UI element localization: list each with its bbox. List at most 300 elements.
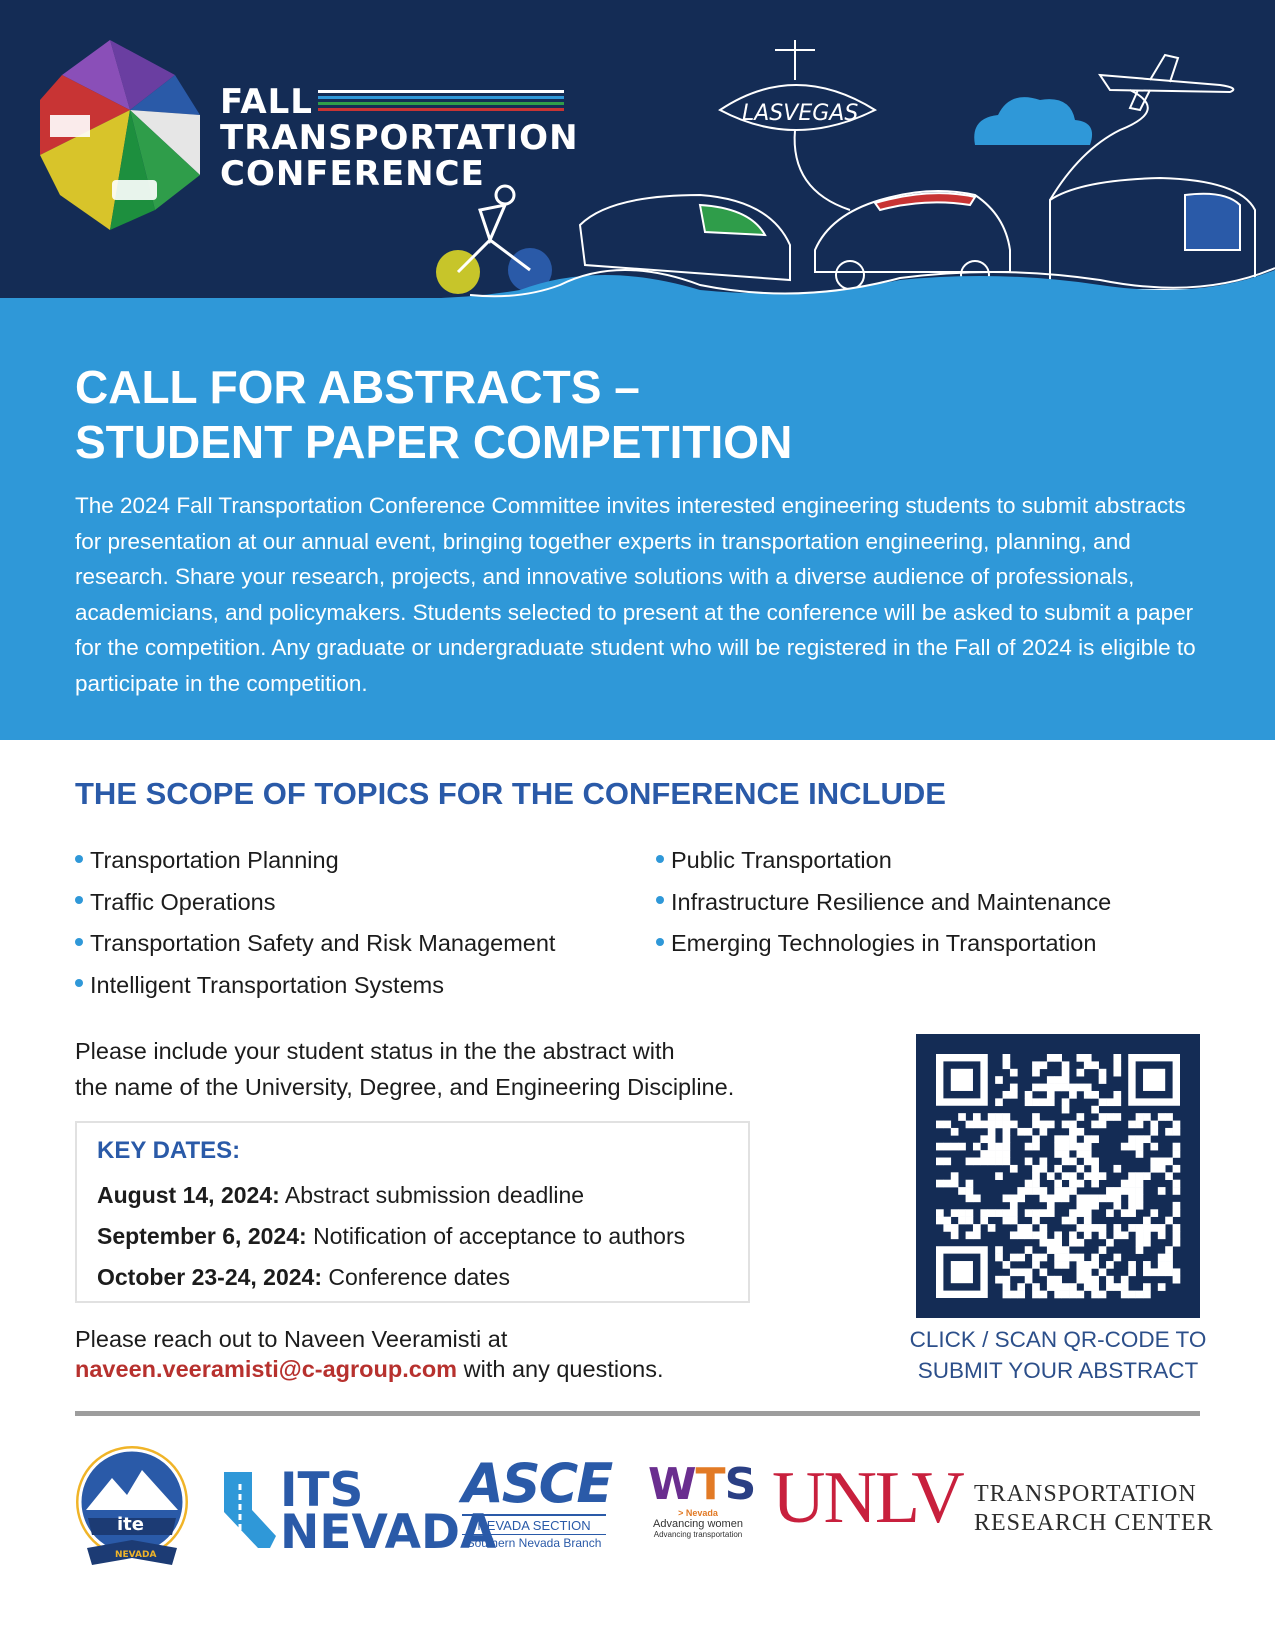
qr-module [1062,1076,1070,1084]
bullet-icon [75,896,83,904]
qr-module [995,1276,1003,1284]
qr-module [1136,1143,1144,1151]
qr-module [1136,1113,1144,1121]
qr-module [1091,1291,1099,1299]
bullet-icon [75,979,83,987]
qr-module [1010,1121,1018,1129]
qr-module [1003,1113,1011,1121]
qr-module [1003,1091,1011,1099]
asce-logo [462,1452,612,1551]
qr-module [1003,1276,1011,1284]
qr-module [973,1113,981,1121]
wts-tagline: Advancing transportation [653,1530,743,1539]
qr-module [1062,1143,1070,1151]
bullet-icon [656,896,664,904]
qr-module [1121,1231,1129,1239]
qr-module [1158,1165,1166,1173]
qr-module [943,1158,951,1166]
qr-module [1091,1106,1099,1114]
topic-label: Infrastructure Resilience and Maintenance [671,888,1112,915]
qr-module [1106,1194,1114,1202]
qr-module [1062,1194,1070,1202]
qr-module [1032,1165,1040,1173]
qr-module [1158,1261,1166,1269]
qr-module [1106,1261,1114,1269]
qr-module [1069,1121,1077,1129]
header-illustration [0,0,1275,300]
qr-module [1173,1224,1181,1232]
qr-module [1113,1283,1121,1291]
qr-module [1150,1121,1158,1129]
qr-module [973,1231,981,1239]
qr-module [1113,1069,1121,1077]
qr-module [1084,1194,1092,1202]
topic-label: Traffic Operations [90,888,276,915]
qr-module [1091,1091,1099,1099]
qr-module [1062,1121,1070,1129]
contact-line [75,1354,664,1384]
qr-module [1113,1061,1121,1069]
qr-module [988,1158,996,1166]
qr-module [995,1076,1003,1084]
qr-module [1136,1239,1144,1247]
qr-module [1099,1291,1107,1299]
qr-module [1099,1172,1107,1180]
qr-module [1025,1276,1033,1284]
qr-module [1173,1209,1181,1217]
qr-module [988,1150,996,1158]
qr-module [1032,1187,1040,1195]
qr-module [1017,1187,1025,1195]
qr-module [1076,1261,1084,1269]
qr-module [1165,1254,1173,1262]
qr-module [1084,1224,1092,1232]
qr-module [1069,1158,1077,1166]
qr-module [1128,1143,1136,1151]
qr-module [951,1224,959,1232]
qr-module [1076,1113,1084,1121]
qr-module [1128,1187,1136,1195]
qr-module [1076,1291,1084,1299]
asce-wordmark: ASCE [462,1452,612,1515]
qr-module [1032,1143,1040,1151]
qr-module [1143,1261,1151,1269]
qr-module [958,1143,966,1151]
qr-module [943,1143,951,1151]
qr-module [1047,1194,1055,1202]
contact-tail: with any questions. [463,1356,664,1382]
qr-module [1158,1268,1166,1276]
qr-module [1062,1106,1070,1114]
qr-module [1143,1217,1151,1225]
qr-module [1040,1158,1048,1166]
qr-module [1150,1268,1158,1276]
qr-module [943,1217,951,1225]
qr-module [1091,1254,1099,1262]
qr-module [1062,1283,1070,1291]
qr-module [1069,1283,1077,1291]
qr-module [1010,1194,1018,1202]
qr-module [1128,1180,1136,1188]
qr-module [936,1121,944,1129]
qr-module [1173,1121,1181,1129]
qr-module [966,1187,974,1195]
qr-module [966,1209,974,1217]
qr-module [1069,1254,1077,1262]
qr-module [1069,1187,1077,1195]
qr-module [1040,1254,1048,1262]
qr-module [1040,1128,1048,1136]
qr-module [1017,1283,1025,1291]
qr-module [1076,1224,1084,1232]
key-date: October 23-24, 2024: [97,1264,323,1290]
qr-module [995,1098,1003,1106]
qr-module [1062,1217,1070,1225]
qr-module [1128,1172,1136,1180]
qr-module [1076,1268,1084,1276]
topics-list-left [75,840,555,1006]
qr-module [943,1224,951,1232]
qr-module [1010,1291,1018,1299]
qr-module [1121,1143,1129,1151]
qr-module [995,1143,1003,1151]
transportation-research-center [974,1480,1214,1538]
conference-title [220,84,579,192]
qr-module [988,1224,996,1232]
qr-finder [1143,1069,1165,1091]
qr-module [1165,1113,1173,1121]
key-dates-title: KEY DATES: [97,1137,241,1164]
qr-module [1121,1283,1129,1291]
qr-module [1121,1209,1129,1217]
its-nevada-state-icon [222,1470,278,1550]
qr-module [1128,1224,1136,1232]
qr-module [1076,1209,1084,1217]
qr-module [1047,1054,1055,1062]
qr-module [1099,1194,1107,1202]
call-for-abstracts-title [75,360,792,470]
qr-module [1017,1254,1025,1262]
qr-module [1091,1121,1099,1129]
qr-module [988,1143,996,1151]
qr-module [1010,1254,1018,1262]
qr-module [1084,1231,1092,1239]
qr-module [1032,1217,1040,1225]
qr-module [988,1128,996,1136]
qr-module [1017,1224,1025,1232]
qr-module [951,1231,959,1239]
qr-module [1084,1084,1092,1092]
qr-module [951,1180,959,1188]
qr-module [1150,1224,1158,1232]
qr-module [1091,1172,1099,1180]
qr-module [1113,1091,1121,1099]
qr-module [1032,1261,1040,1269]
ite-nevada-logo [72,1440,192,1575]
topic-item [75,840,555,882]
qr-module [1106,1209,1114,1217]
qr-module [1017,1128,1025,1136]
qr-module [1069,1172,1077,1180]
qr-module [1047,1283,1055,1291]
qr-module [1040,1098,1048,1106]
ite-ribbon-text: NEVADA [115,1550,157,1560]
qr-module [1069,1084,1077,1092]
qr-module [980,1217,988,1225]
qr-module [1062,1187,1070,1195]
qr-module [1113,1054,1121,1062]
intro-paragraph: The 2024 Fall Transportation Conference Committee invites interested engineering students to submit abstracts for presentation at our annual event, bringing together experts in transportation engineering, planning, and research. Share your research, projects, and innovative solutions with a diverse audience of professionals, academicians, and policymakers. Students selected to present at the conference will be asked to submit a paper for the competition. Any graduate or undergraduate student who will be registered in the Fall of 2024 is eligible to participate in the competition. [75,493,1196,696]
title-line: STUDENT PAPER COMPETITION [75,416,793,468]
contact-info [75,1324,664,1384]
qr-module [1084,1143,1092,1151]
wts-letter: W [648,1459,696,1510]
qr-module [1084,1158,1092,1166]
qr-module [1003,1121,1011,1129]
qr-module [958,1209,966,1217]
wts-logo [648,1459,756,1539]
qr-module [1099,1113,1107,1121]
qr-module [1150,1158,1158,1166]
qr-module [1047,1076,1055,1084]
qr-module [936,1217,944,1225]
qr-module [1032,1291,1040,1299]
trc-line: RESEARCH CENTER [974,1510,1214,1536]
qr-module [1040,1224,1048,1232]
qr-module [1054,1231,1062,1239]
qr-module [951,1209,959,1217]
qr-module [1113,1113,1121,1121]
qr-module [1106,1098,1114,1106]
qr-module [1032,1283,1040,1291]
key-date-row [97,1257,728,1298]
qr-module [1136,1180,1144,1188]
qr-module [1047,1276,1055,1284]
topics-list-right [656,840,1111,965]
qr-module [1010,1165,1018,1173]
qr-module [1165,1128,1173,1136]
qr-caption-line: SUBMIT YOUR ABSTRACT [917,1358,1199,1383]
qr-module [1003,1283,1011,1291]
topic-label: Transportation Planning [90,847,339,873]
qr-code-graphic[interactable] [916,1034,1200,1318]
train-icon [580,195,790,280]
trc-line: TRANSPORTATION [974,1481,1197,1507]
qr-module [1113,1165,1121,1173]
qr-module [1113,1187,1121,1195]
qr-module [1150,1128,1158,1136]
qr-module [1025,1231,1033,1239]
qr-module [1091,1224,1099,1232]
key-date: August 14, 2024: [97,1182,280,1208]
qr-module [951,1143,959,1151]
qr-module [1017,1268,1025,1276]
qr-module [1062,1098,1070,1106]
qr-module [1106,1276,1114,1284]
qr-module [1128,1202,1136,1210]
title-line: CALL FOR ABSTRACTS – [75,361,640,413]
qr-module [1084,1268,1092,1276]
qr-module [1076,1143,1084,1151]
qr-module [1158,1231,1166,1239]
qr-module [966,1158,974,1166]
qr-module [1143,1231,1151,1239]
qr-module [1054,1165,1062,1173]
contact-email-link[interactable]: naveen.veeramisti@c-agroup.com [75,1356,458,1382]
qr-module [1010,1084,1018,1092]
qr-module [1091,1261,1099,1269]
qr-module [973,1121,981,1129]
qr-module [1032,1061,1040,1069]
qr-module [1091,1194,1099,1202]
qr-module [1010,1217,1018,1225]
qr-module [936,1143,944,1151]
qr-module [1091,1276,1099,1284]
bus-icon [1050,178,1255,290]
qr-module [1054,1054,1062,1062]
qr-module [1143,1224,1151,1232]
qr-module [943,1180,951,1188]
sign-text: LASVEGAS [742,101,859,126]
qr-module [995,1113,1003,1121]
qr-module [1173,1276,1181,1284]
qr-module [966,1180,974,1188]
qr-module [1091,1158,1099,1166]
qr-module [1136,1135,1144,1143]
qr-module [1158,1158,1166,1166]
qr-module [1091,1165,1099,1173]
qr-module [1025,1224,1033,1232]
qr-module [1143,1291,1151,1299]
qr-module [1136,1150,1144,1158]
qr-module [1136,1224,1144,1232]
qr-module [1010,1069,1018,1077]
qr-module [1113,1098,1121,1106]
qr-module [1054,1076,1062,1084]
qr-module [1158,1187,1166,1195]
qr-module [1040,1231,1048,1239]
qr-module [980,1121,988,1129]
qr-module [995,1254,1003,1262]
topic-item [75,882,555,924]
qr-module [1069,1209,1077,1217]
qr-module [1084,1091,1092,1099]
qr-module [1106,1239,1114,1247]
qr-module [1025,1143,1033,1151]
qr-module [1165,1268,1173,1276]
qr-caption-line: CLICK / SCAN QR-CODE TO [909,1327,1207,1352]
key-date-event: Conference dates [328,1264,510,1290]
qr-module [1040,1165,1048,1173]
qr-module [995,1150,1003,1158]
key-date: September 6, 2024: [97,1223,307,1249]
qr-module [1032,1254,1040,1262]
qr-module [1165,1217,1173,1225]
qr-code[interactable] [916,1034,1200,1318]
qr-module [1173,1128,1181,1136]
key-date-row [97,1175,728,1216]
qr-module [1054,1194,1062,1202]
qr-module [1054,1180,1062,1188]
qr-module [1084,1135,1092,1143]
qr-module [1032,1231,1040,1239]
qr-module [1084,1054,1092,1062]
qr-module [973,1143,981,1151]
contact-line: Please reach out to Naveen Veeramisti at [75,1326,508,1352]
qr-module [1136,1172,1144,1180]
key-date-row [97,1216,728,1257]
qr-module [1010,1091,1018,1099]
qr-module [1084,1276,1092,1284]
qr-module [1054,1239,1062,1247]
qr-module [958,1113,966,1121]
qr-module [1084,1061,1092,1069]
qr-module [1091,1202,1099,1210]
qr-module [1113,1194,1121,1202]
qr-module [1113,1231,1121,1239]
qr-module [1136,1246,1144,1254]
qr-module [1040,1268,1048,1276]
qr-module [1054,1254,1062,1262]
qr-module [1047,1121,1055,1129]
qr-module [1054,1276,1062,1284]
cyclist-icon [436,186,552,294]
qr-module [1054,1261,1062,1269]
qr-module [1076,1084,1084,1092]
qr-module [1003,1194,1011,1202]
qr-module [1136,1202,1144,1210]
conference-title-line: FALL [220,82,313,122]
qr-module [1076,1165,1084,1173]
qr-module [1069,1128,1077,1136]
qr-module [1099,1098,1107,1106]
qr-module [1128,1268,1136,1276]
qr-module [1099,1121,1107,1129]
qr-module [1025,1091,1033,1099]
wts-letter: T [695,1459,725,1510]
qr-module [958,1187,966,1195]
bullet-icon [75,855,83,863]
qr-module [1003,1150,1011,1158]
its-text: ITS [280,1463,364,1518]
qr-module [1003,1135,1011,1143]
qr-module [1069,1091,1077,1099]
qr-module [1076,1150,1084,1158]
qr-module [1062,1135,1070,1143]
qr-module [1091,1283,1099,1291]
key-date-event: Notification of acceptance to authors [313,1223,686,1249]
qr-module [1062,1069,1070,1077]
qr-module [1047,1239,1055,1247]
qr-module [1010,1231,1018,1239]
qr-module [1113,1254,1121,1262]
qr-module [1158,1113,1166,1121]
asce-branch: Southern Nevada Branch [462,1534,606,1551]
qr-module [1136,1187,1144,1195]
qr-module [1062,1254,1070,1262]
topic-item [656,840,1111,882]
qr-module [995,1158,1003,1166]
qr-module [1173,1202,1181,1210]
qr-caption[interactable] [900,1324,1216,1386]
qr-module [936,1209,944,1217]
qr-module [1136,1194,1144,1202]
qr-module [1076,1180,1084,1188]
qr-module [1173,1239,1181,1247]
qr-module [1017,1194,1025,1202]
qr-module [966,1217,974,1225]
qr-module [1143,1239,1151,1247]
